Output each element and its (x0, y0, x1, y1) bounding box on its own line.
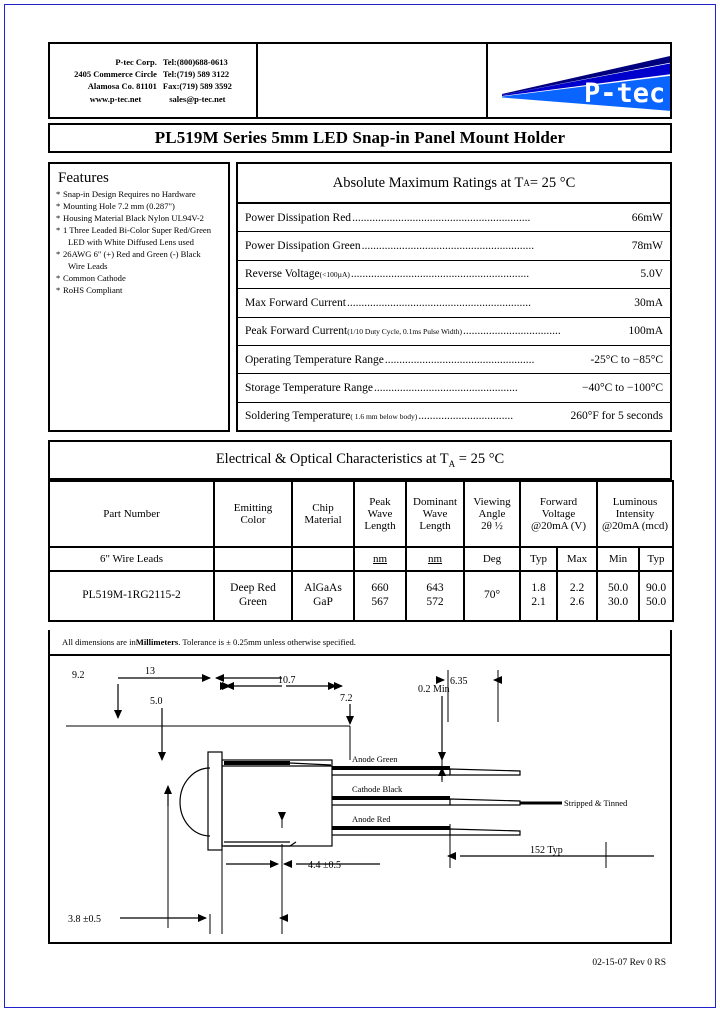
rating-row-storage-temperature (238, 374, 670, 402)
rating-value: 100mA (628, 325, 663, 338)
col-header-forward-voltage: Forward Voltage @20mA (V) (520, 481, 597, 547)
led-lens-dome (180, 768, 210, 836)
units-part-number: 6" Wire Leads (49, 547, 214, 571)
units-iv-typ: Typ (639, 547, 673, 571)
dim-label-5_0: 5.0 (150, 696, 163, 707)
note-prefix: All dimensions are in (62, 637, 136, 647)
col-header-part-number: Part Number (49, 481, 214, 547)
feature-text: Common Cathode (63, 272, 126, 283)
features-heading: Features (58, 170, 109, 186)
table-units-row (49, 547, 673, 571)
company-name: P-tec Corp. (115, 56, 157, 67)
cell-chip-material: AlGaAs GaP (292, 571, 354, 621)
dim-label-13: 13 (145, 666, 155, 677)
lead-red-stripped (450, 829, 520, 835)
feature-text: Mounting Hole 7.2 mm (0.287") (63, 201, 175, 212)
units-chip-material (292, 547, 354, 571)
list-item (56, 189, 223, 201)
features-panel (48, 162, 230, 432)
contact-row (71, 68, 235, 80)
company-city: Alamosa Co. 81101 (87, 81, 157, 91)
units-emitting-color (214, 547, 292, 571)
phone-local: Tel:(719) 589 3122 (162, 68, 230, 79)
led-flange (208, 752, 222, 850)
dim-label-7_2: 7.2 (340, 693, 353, 704)
list-item (56, 285, 223, 297)
leader-dots: .............................................................. (352, 211, 531, 224)
abs-max-title-suffix: = 25 °C (529, 174, 576, 191)
list-item (56, 201, 223, 213)
leader-dots: ............................................................ (361, 240, 535, 253)
logo-graphic (488, 44, 670, 117)
rating-note: (<100µA) (319, 269, 350, 279)
rating-label: Power Dissipation Green (245, 240, 361, 253)
feature-text: 1 Three Leaded Bi-Color Super Red/Green (63, 225, 212, 236)
eo-title-prefix: Electrical & Optical Characteristics at T (215, 451, 449, 468)
units-dominant-wave: nm (406, 547, 464, 571)
leader-dots: ................................................................ (346, 296, 531, 309)
lead-label-anode-green: Anode Green (352, 754, 398, 764)
list-item (56, 213, 223, 225)
eo-title-sub: A (448, 458, 456, 469)
abs-max-title-sub: A (523, 178, 530, 188)
page-title: PL519M Series 5mm LED Snap-in Panel Mount Holder (154, 128, 566, 147)
phone-toll-free: Tel:(800)688-0613 (162, 56, 228, 67)
rating-row-reverse-voltage (238, 261, 670, 289)
leader-dots: .............................................................. (350, 268, 530, 281)
leader-dots: ................................. (418, 410, 514, 423)
abs-max-title-prefix: Absolute Maximum Ratings at T (332, 174, 524, 191)
contact-table (71, 56, 235, 105)
table-row (49, 571, 673, 621)
company-contact-block (50, 44, 258, 117)
mechanical-drawing-panel (48, 656, 672, 944)
lead-label-stripped-tinned: Stripped & Tinned (564, 798, 628, 808)
rating-value: -25°C to −85°C (590, 353, 663, 366)
contact-row (71, 92, 235, 105)
header-spacer-cell (258, 44, 488, 117)
col-header-emitting-color: Emitting Color (214, 481, 292, 547)
mechanical-drawing (50, 656, 670, 940)
feature-text: Housing Material Black Nylon UL94V-2 (63, 213, 204, 224)
units-peak-wave: nm (354, 547, 406, 571)
col-header-dominant-wave-length: Dominant Wave Length (406, 481, 464, 547)
note-suffix: . Tolerance is ± 0.25mm unless otherwise specified. (178, 637, 356, 647)
feature-text: Snap-in Design Requires no Hardware (63, 189, 196, 199)
electrical-optical-title (216, 451, 504, 469)
col-header-chip-material: Chip Material (292, 481, 354, 547)
note-bold: Millimeters (135, 637, 179, 647)
units-vf-max: Max (557, 547, 597, 571)
rating-label: Max Forward Current (245, 296, 346, 309)
cell-viewing-angle: 70° (464, 571, 520, 621)
features-list (56, 189, 223, 296)
company-website[interactable]: www.p-tec.net (89, 94, 142, 105)
dim-label-4_4: 4.4 ±0.5 (308, 860, 341, 871)
lead-label-anode-red: Anode Red (352, 814, 391, 824)
header-block (48, 42, 672, 119)
feature-text: RoHS Compliant (63, 284, 123, 295)
rating-value: 66mW (631, 211, 663, 224)
dim-label-10_7: 10.7 (278, 675, 296, 686)
dimensions-note (48, 630, 672, 656)
company-street: 2405 Commerce Circle (74, 68, 157, 79)
units-vf-typ: Typ (520, 547, 557, 571)
rating-note: ( 1.6 mm below body) (350, 411, 418, 421)
rating-value: 78mW (631, 240, 663, 253)
rating-value: 30mA (634, 296, 663, 309)
eo-title-suffix: = 25 °C (455, 451, 505, 468)
dim-label-0_2-min: 0.2 Min (418, 684, 450, 695)
rating-label: Peak Forward Current (245, 325, 348, 338)
rating-value: 5.0V (640, 268, 663, 281)
abs-max-title (238, 164, 670, 204)
feature-text-cont: LED with White Diffused Lens used (68, 236, 194, 247)
document-title-bar (48, 123, 672, 153)
dim-label-152-typ: 152 Typ (530, 845, 563, 856)
dim-label-6_35: 6.35 (450, 676, 468, 687)
cell-vf-max: 2.2 2.6 (557, 571, 597, 621)
list-item (56, 273, 223, 285)
cell-iv-min: 50.0 30.0 (597, 571, 639, 621)
electrical-optical-table (48, 480, 674, 622)
company-email[interactable]: sales@p-tec.net (169, 94, 226, 105)
cell-vf-typ: 1.8 2.1 (520, 571, 557, 621)
rating-value: 260°F for 5 seconds (570, 410, 663, 423)
rating-row-operating-temperature (238, 346, 670, 374)
cell-iv-typ: 90.0 50.0 (639, 571, 673, 621)
feature-text-cont: Wire Leads (68, 260, 108, 271)
leader-dots: .................................................... (384, 353, 535, 366)
table-header-row (49, 481, 673, 547)
units-viewing-angle: Deg (464, 547, 520, 571)
lead-black-stripped (450, 799, 520, 805)
led-body (222, 760, 332, 846)
dim-label-9_2: 9.2 (72, 670, 85, 681)
rating-label: Reverse Voltage (245, 268, 320, 281)
rating-note: (1/10 Duty Cycle, 0.1ms Pulse Width) (347, 326, 462, 336)
rating-label: Power Dissipation Red (245, 211, 352, 224)
rating-row-soldering-temperature (238, 403, 670, 430)
col-header-luminous-intensity: Luminous Intensity @20mA (mcd) (597, 481, 673, 547)
rating-label: Storage Temperature Range (245, 381, 373, 394)
rating-row-power-dissipation-red (238, 204, 670, 232)
rating-row-peak-forward-current (238, 318, 670, 346)
rating-row-max-forward-current (238, 289, 670, 317)
cell-part-number: PL519M-1RG2115-2 (49, 571, 214, 621)
electrical-optical-title-bar (48, 440, 672, 480)
document-footer: 02-15-07 Rev 0 RS (592, 958, 666, 968)
leader-dots: .................................. (462, 325, 561, 338)
cell-peak-wave: 660 567 (354, 571, 406, 621)
rating-value: −40°C to −100°C (582, 381, 663, 394)
absolute-maximum-ratings-panel (236, 162, 672, 432)
col-header-viewing-angle: Viewing Angle 2θ ½ (464, 481, 520, 547)
rating-label: Operating Temperature Range (245, 353, 384, 366)
feature-text: 26AWG 6" (+) Red and Green (-) Black (63, 248, 201, 259)
cell-dominant-wave: 643 572 (406, 571, 464, 621)
lead-green-stripped (450, 769, 520, 775)
contact-row (71, 56, 235, 68)
contact-row (71, 80, 235, 92)
logo-wordmark: P-tec (584, 78, 666, 109)
company-logo (488, 44, 670, 117)
list-item (56, 225, 223, 248)
col-header-peak-wave-length: Peak Wave Length (354, 481, 406, 547)
rating-row-power-dissipation-green (238, 232, 670, 260)
dim-label-3_8: 3.8 ±0.5 (68, 914, 101, 925)
rating-label: Soldering Temperature (245, 410, 351, 423)
leader-dots: .................................................. (374, 381, 518, 394)
lead-label-cathode-black: Cathode Black (352, 784, 403, 794)
cell-emitting-color: Deep Red Green (214, 571, 292, 621)
units-iv-min: Min (597, 547, 639, 571)
fax-number: Fax:(719) 589 3592 (162, 81, 232, 91)
list-item (56, 249, 223, 272)
